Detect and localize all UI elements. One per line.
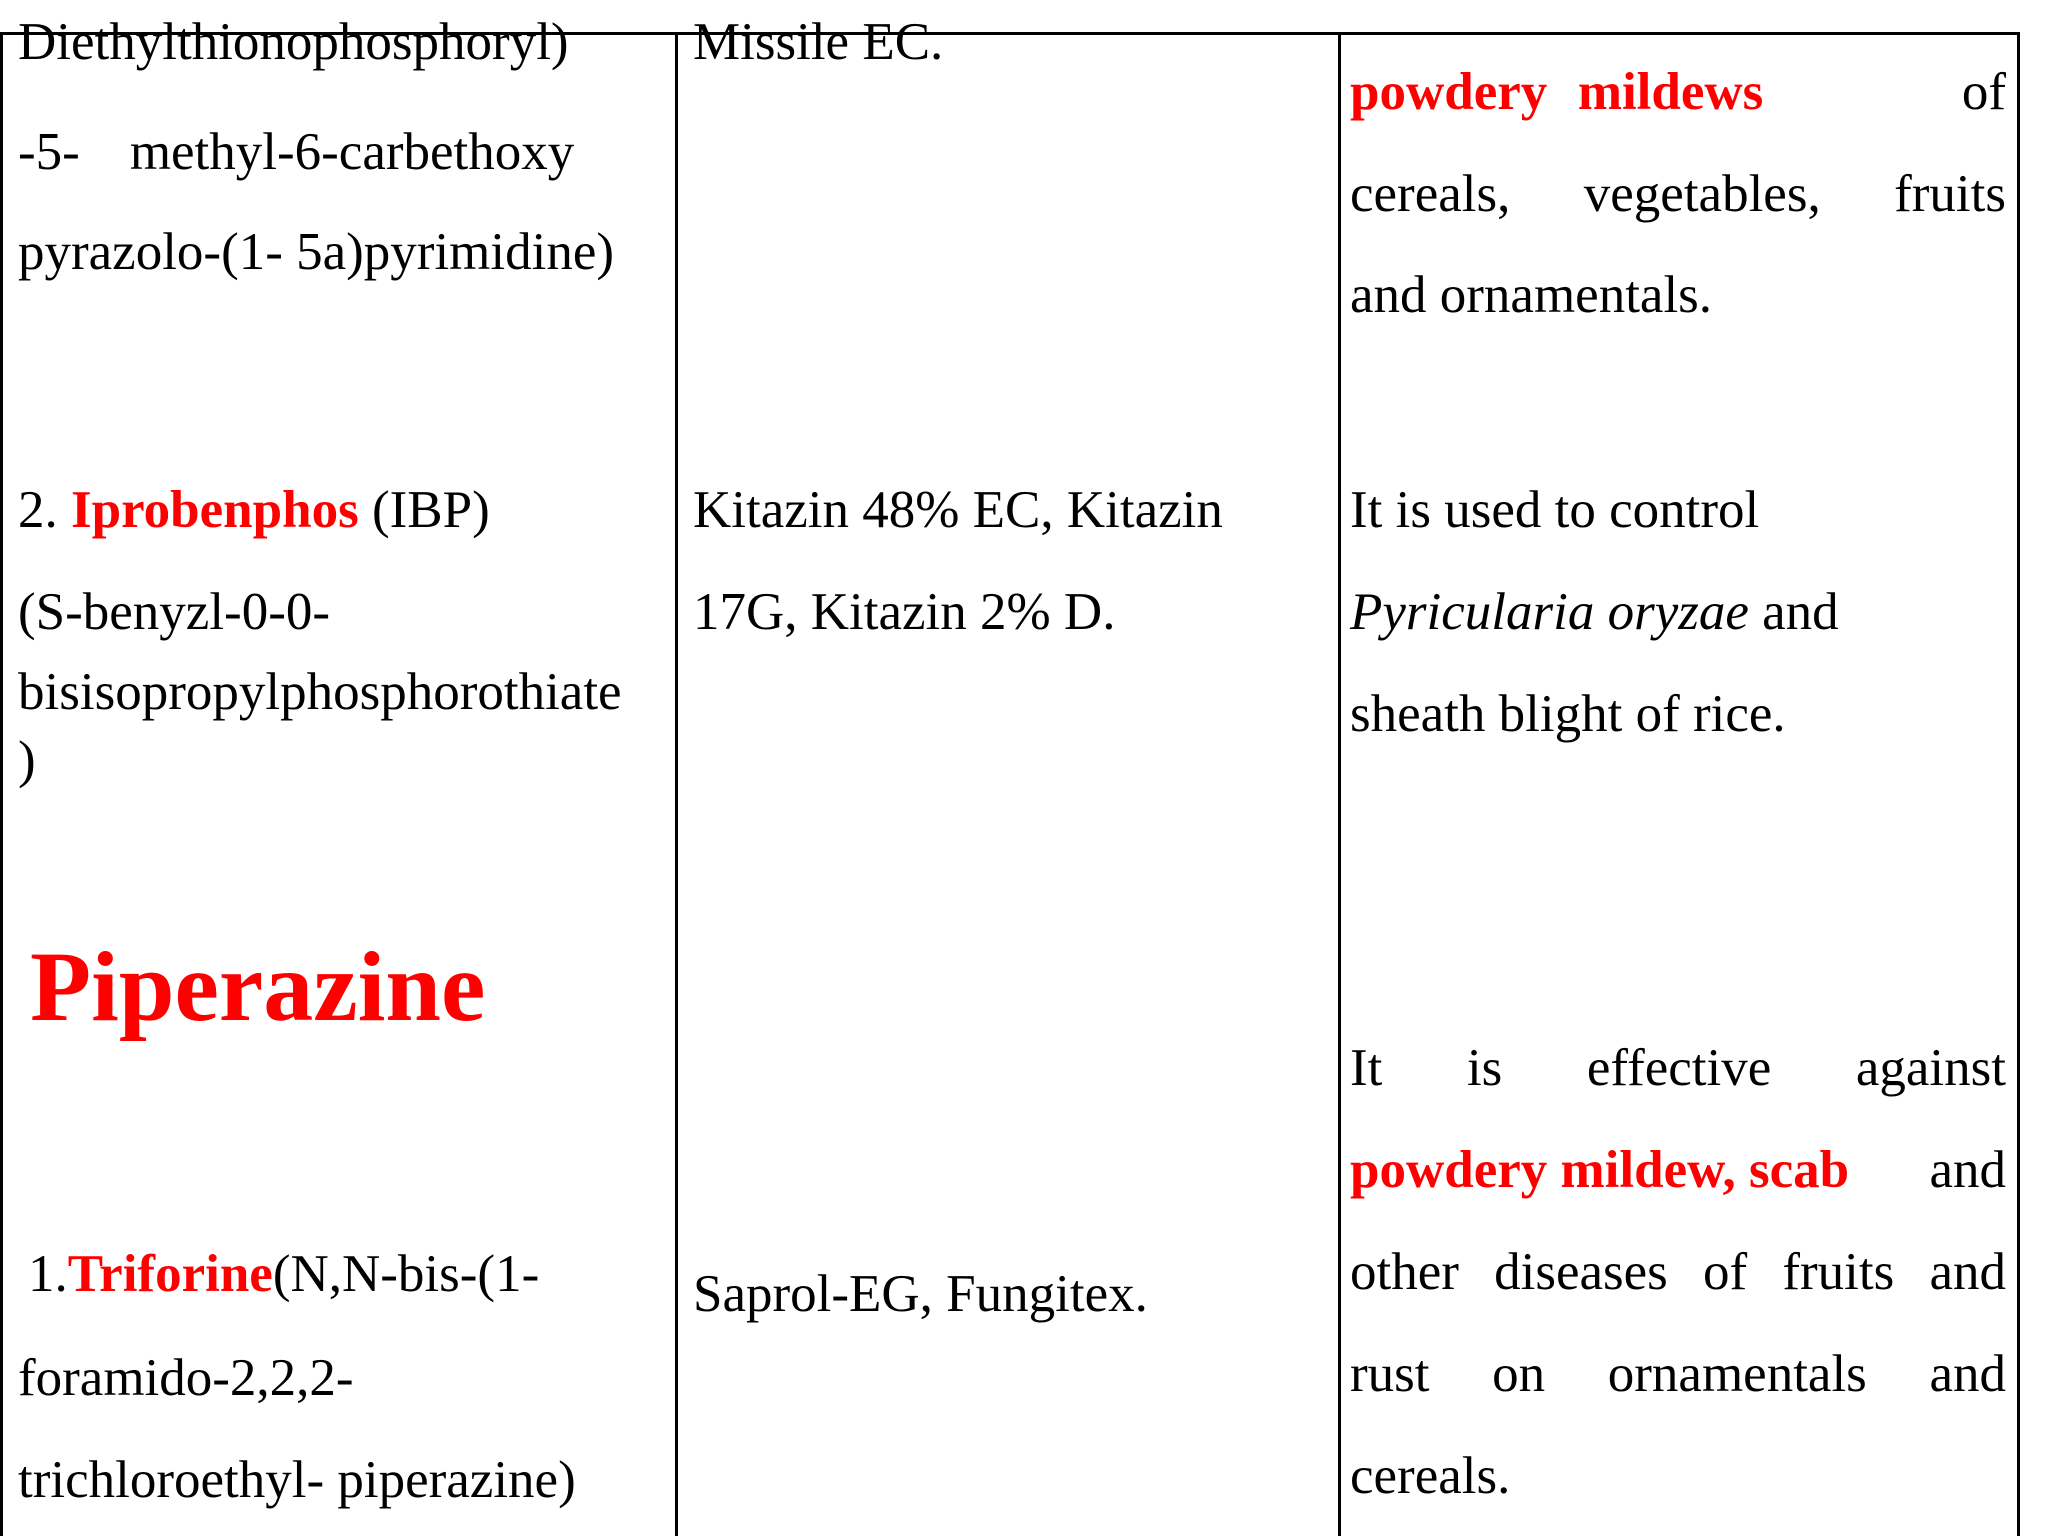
row2-use-species: Pyricularia oryzae <box>1350 583 1749 641</box>
row2-chemical-abbr: (IBP) <box>371 481 490 539</box>
row2-chemical-line3: bisisopropylphosphorothiate <box>18 663 622 721</box>
row1-use-line2 <box>1350 164 2006 224</box>
row3-use-word-other: other <box>1350 1243 1459 1301</box>
column-divider-2 <box>1338 32 1341 1536</box>
row1-use-word-mildews: mildews <box>1577 63 1764 121</box>
row2-chemical-name: Iprobenphos <box>71 481 359 539</box>
row3-chemical-name: Triforine <box>67 1245 273 1303</box>
row3-chemical-line2: foramido-2,2,2- <box>18 1349 354 1407</box>
table-left-border <box>0 32 3 1536</box>
row1-chemical-line1: Diethylthionophosphoryl) <box>18 13 569 71</box>
row3-use-word-ornamentals: ornamentals <box>1607 1345 1867 1403</box>
row1-use-word-of: of <box>1961 63 2006 121</box>
row1-use-word-powdery: powdery <box>1350 63 1548 121</box>
row1-use-word-vegetables: vegetables, <box>1583 165 1821 223</box>
row2-chemical-line4: ) <box>18 731 36 789</box>
row3-use-word-effective: effective <box>1586 1039 1772 1097</box>
row3-tradename: Saprol-EG, Fungitex. <box>693 1265 1148 1323</box>
row3-use-line5: cereals. <box>1350 1447 1511 1505</box>
row3-use-line3 <box>1350 1242 2006 1302</box>
row3-use-word-and: and <box>1929 1141 2006 1199</box>
row3-use-line1 <box>1350 1038 2006 1098</box>
row3-use-word-against: against <box>1855 1039 2006 1097</box>
column-divider-1 <box>675 32 678 1536</box>
row2-use-line1: It is used to control <box>1350 481 1760 539</box>
row3-use-word-and2: and <box>1929 1243 2006 1301</box>
row1-chemical-line3: pyrazolo-(1- 5a)pyrimidine) <box>18 223 615 281</box>
row3-chemical-number: 1. <box>28 1245 68 1303</box>
row3-use-word-rust: rust <box>1350 1345 1430 1403</box>
row2-tradename-line2: 17G, Kitazin 2% D. <box>693 583 1116 641</box>
table-right-border <box>2017 32 2020 1536</box>
row3-use-word-it: It <box>1350 1039 1383 1097</box>
row3-use-word-diseases: diseases <box>1494 1243 1668 1301</box>
row3-use-line4 <box>1350 1344 2006 1404</box>
row1-chemical-line2a: -5- <box>18 123 80 181</box>
section-heading-piperazine: Piperazine <box>30 931 486 1042</box>
row2-chemical-number: 2. <box>18 481 58 539</box>
row3-use-word-of: of <box>1703 1243 1748 1301</box>
row1-use-word-cereals: cereals, <box>1350 165 1511 223</box>
row1-use-word-fruits: fruits <box>1894 165 2006 223</box>
row3-use-diseases-red: powdery mildew, scab <box>1350 1141 1850 1199</box>
row3-use-word-fruits: fruits <box>1782 1243 1895 1301</box>
row3-use-word-on: on <box>1492 1345 1546 1403</box>
row2-use-line3: sheath blight of rice. <box>1350 685 1786 743</box>
row3-use-word-is: is <box>1466 1039 1503 1097</box>
row3-chemical-line3: trichloroethyl- piperazine) <box>18 1451 576 1509</box>
row1-chemical-line2 <box>18 122 574 182</box>
row1-use-line1 <box>1350 62 2006 122</box>
row3-chemical-rest: (N,N-bis-(1- <box>272 1245 540 1303</box>
row3-chemical-line1 <box>28 1244 539 1304</box>
row3-use-line2 <box>1350 1140 2006 1200</box>
row1-tradename: Missile EC. <box>693 13 944 71</box>
row2-chemical-line2: (S-benyzl-0-0- <box>18 583 330 641</box>
row3-use-word-and3: and <box>1929 1345 2006 1403</box>
row2-use-and: and <box>1762 583 1839 641</box>
row1-use-line3: and ornamentals. <box>1350 266 1713 324</box>
row2-chemical-line1 <box>18 480 490 540</box>
row2-tradename-line1: Kitazin 48% EC, Kitazin <box>693 481 1223 539</box>
row1-chemical-line2b: methyl-6-carbethoxy <box>129 123 575 181</box>
row2-use-line2 <box>1350 582 1839 642</box>
